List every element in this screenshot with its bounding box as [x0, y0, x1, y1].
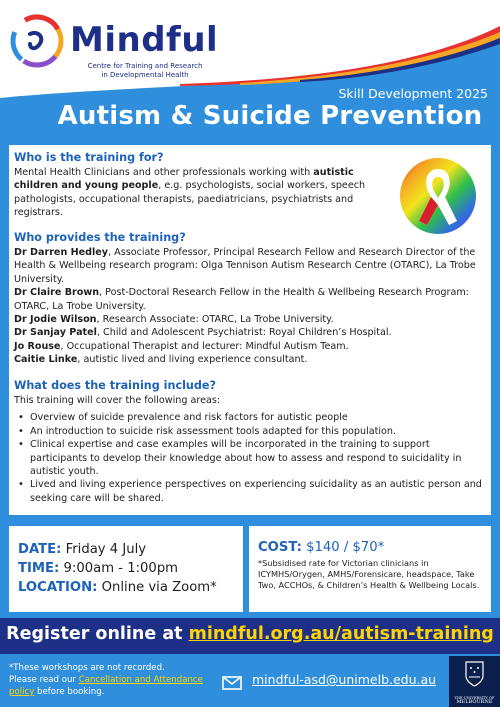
provider-name: Dr Jodie Wilson — [14, 314, 97, 326]
provider-desc: , Associate Professor, Principal Research Fellow and Research Director of the Health & Wellbeing research program: Olga Tennison Autism Research Centre (OTARC), La Trobe University. — [14, 247, 476, 285]
location-line — [18, 578, 243, 597]
footer-note-1: *These workshops are not recorded. — [9, 663, 165, 673]
provider-1 — [14, 286, 484, 313]
university-logo — [449, 656, 500, 707]
who-for-text-1: Mental Health Clinicians and other professionals working with — [14, 167, 314, 178]
register-text: Register online at — [6, 624, 189, 644]
footer-note-2-text: Please read our — [9, 675, 79, 685]
provider-name: Dr Claire Brown — [14, 287, 100, 299]
rainbow-ribbon-icon — [397, 155, 479, 237]
providers-section — [14, 231, 484, 367]
provider-desc: , Occupational Therapist and lecturer: Mindful Autism Team. — [60, 340, 349, 352]
university-name — [449, 696, 500, 704]
provider-name: Caitie Linke — [14, 354, 78, 366]
provider-desc: , Child and Adolescent Psychiatrist: Royal Children’s Hospital. — [96, 327, 392, 339]
footer-note — [9, 662, 209, 698]
includes-intro: This training will cover the following areas: — [14, 395, 221, 406]
brand-subtitle-line2: in Developmental Health — [101, 71, 189, 79]
university-crest-icon — [449, 656, 500, 690]
cancellation-policy-link[interactable]: Cancellation and Attendance policy — [9, 675, 203, 697]
university-line2: MELBOURNE — [456, 698, 493, 705]
page-title: Autism & Suicide Prevention — [57, 101, 483, 131]
list-item: • Overview of suicide prevalence and risk factors for autistic people — [14, 411, 484, 424]
provider-name: Dr Darren Hedley — [14, 247, 109, 258]
who-for-text — [14, 166, 386, 220]
mindful-logo-icon — [8, 12, 66, 70]
time-value: 9:00am - 1:00pm — [63, 561, 179, 576]
includes-heading: What does the training include? — [14, 379, 216, 392]
footer-note-2 — [9, 674, 209, 698]
footer — [0, 654, 500, 707]
time-label: TIME: — [18, 561, 60, 576]
cost-label: COST: — [258, 540, 302, 555]
university-line1: THE UNIVERSITY OF — [454, 695, 495, 700]
provider-3 — [14, 326, 484, 339]
date-line — [18, 540, 243, 559]
provider-desc: , Post-Doctoral Research Fellow in the Health & Wellbeing Research Program: OTARC, La Trobe University. — [14, 287, 469, 312]
who-for-text-2: , e.g. psychologists, social workers, speech pathologists, occupational therapists, paediatricians, psychiatrists and registrars. — [14, 180, 366, 219]
provider-4 — [14, 340, 484, 353]
cost-box — [249, 526, 491, 612]
cost-note: *Subsidised rate for Victorian clinicians in ICYMHS/Orygen, AMHS/Forensicare, headspace, Take Two, ACCHOs, & Children’s Health & Wellbeing Locals. — [258, 558, 480, 591]
brand-subtitle — [84, 62, 206, 80]
cost-line — [258, 540, 485, 555]
event-details-box — [9, 526, 243, 612]
header-kicker: Skill Development 2025 — [338, 86, 488, 101]
list-item: • Lived and living experience perspectives on experiencing suicidality as an autistic person and seeking care will be shared. — [14, 478, 484, 505]
date-label: DATE: — [18, 542, 62, 557]
date-value: Friday 4 July — [65, 542, 147, 557]
provider-0 — [14, 246, 484, 286]
location-value: Online via Zoom* — [101, 580, 217, 595]
content-card — [9, 145, 491, 515]
who-for-text-bold: autistic children and young people — [14, 167, 354, 192]
providers-heading: Who provides the training? — [14, 231, 186, 244]
provider-desc: , autistic lived and living experience consultant. — [77, 354, 308, 366]
brand-subtitle-line1: Centre for Training and Research — [87, 62, 203, 70]
list-item: • Clinical expertise and case examples will be incorporated in the training to support participants to develop their knowledge about how to assess and respond to suicidality in autistic youth. — [14, 438, 484, 478]
includes-section — [14, 379, 484, 505]
time-line — [18, 559, 243, 578]
mail-icon — [222, 676, 242, 690]
cost-amount: $140 / $70* — [306, 540, 385, 555]
provider-5 — [14, 353, 484, 366]
provider-name: Jo Rouse — [14, 340, 61, 352]
footer-note-3-text: before booking. — [34, 687, 105, 697]
location-label: LOCATION: — [18, 580, 98, 595]
provider-desc: , Research Associate: OTARC, La Trobe University. — [96, 314, 334, 326]
who-for-heading: Who is the training for? — [14, 151, 164, 164]
provider-name: Dr Sanjay Patel — [14, 327, 97, 339]
register-link[interactable]: mindful.org.au/autism-training — [188, 624, 494, 644]
contact-email-link[interactable]: mindful-asd@unimelb.edu.au — [252, 672, 437, 687]
provider-2 — [14, 313, 484, 326]
includes-list — [14, 411, 484, 505]
brand-name: Mindful — [70, 20, 219, 60]
list-item: • An introduction to suicide risk assessment tools adapted for this population. — [14, 425, 484, 438]
register-banner — [0, 618, 500, 654]
who-for-section — [14, 151, 386, 220]
